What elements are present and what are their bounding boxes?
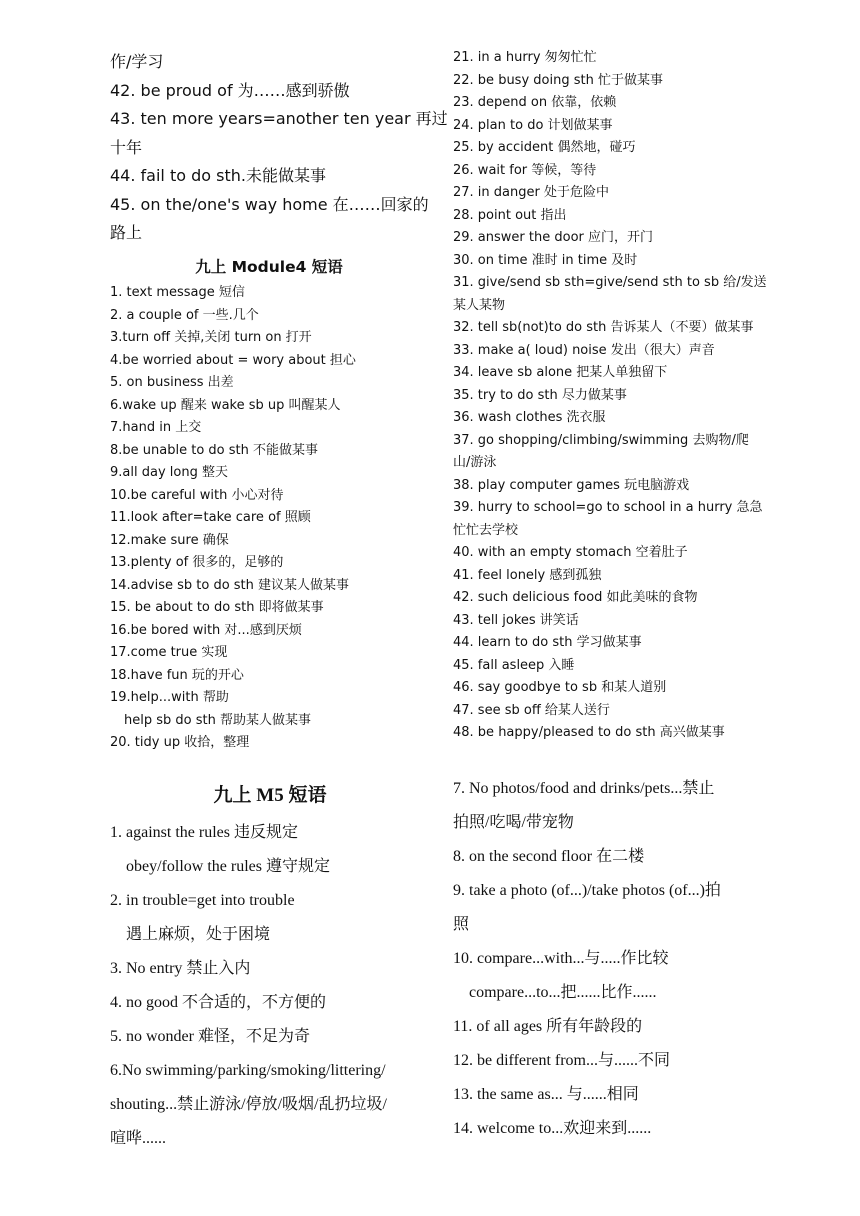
list-item: 3.turn off 关掉,关闭 turn on 打开 [110, 330, 312, 345]
phrase-line: 42. be proud of 为……感到骄傲 [110, 80, 350, 100]
list-item-continuation: 拍照/吃喝/带宠物 [453, 814, 574, 831]
list-item: obey/follow the rules 遵守规定 [126, 858, 330, 875]
list-item: 27. in danger 处于危险中 [453, 185, 609, 200]
list-item: 14. welcome to...欢迎来到...... [453, 1120, 652, 1137]
list-item: 15. be about to do sth 即将做某事 [110, 600, 324, 615]
list-item: 48. be happy/pleased to do sth 高兴做某事 [453, 725, 725, 740]
list-item-continuation: shouting...禁止游泳/停放/吸烟/乱扔垃圾/ [110, 1096, 387, 1113]
list-item-continuation: 遇上麻烦，处于困境 [126, 926, 271, 943]
list-item: 8. on the second floor 在二楼 [453, 848, 645, 865]
phrase-line: 路上 [110, 223, 143, 242]
list-item: 26. wait for 等候，等待 [453, 162, 597, 178]
list-item: 40. with an empty stomach 空着肚子 [453, 545, 688, 560]
list-item: 6.No swimming/parking/smoking/littering/ [110, 1062, 386, 1079]
list-item: 34. leave sb alone 把某人单独留下 [453, 365, 668, 380]
list-item: 11. of all ages 所有年龄段的 [453, 1018, 643, 1035]
list-item: 9. take a photo (of...)/take photos (of...)拍 [453, 882, 721, 899]
list-item: 4.be worried about = wory about 担心 [110, 352, 356, 368]
list-item: 7. No photos/food and drinks/pets...禁止 [453, 780, 715, 797]
phrase-line: 44. fail to do sth.未能做某事 [110, 166, 326, 185]
list-item: help sb do sth 帮助某人做某事 [124, 712, 311, 728]
list-item: 39. hurry to school=go to school in a hurry 急急 [453, 500, 763, 515]
list-item: 25. by accident 偶然地，碰巧 [453, 140, 636, 155]
phrase-line: 十年 [110, 137, 143, 157]
list-item: 11.look after=take care of 照顾 [110, 510, 311, 525]
list-item: 29. answer the door 应门，开门 [453, 230, 653, 245]
module5-left-column [110, 776, 430, 1156]
list-item: 42. such delicious food 如此美味的食物 [453, 590, 698, 605]
list-item: 46. say goodbye to sb 和某人道别 [453, 680, 667, 695]
list-item: 10. compare...with...与.....作比较 [453, 950, 669, 967]
list-item: 44. learn to do sth 学习做某事 [453, 635, 642, 650]
list-item: 43. tell jokes 讲笑话 [453, 612, 579, 628]
list-item: 4. no good 不合适的，不方便的 [110, 994, 327, 1011]
module4-title: 九上 Module4 短语 [195, 258, 343, 276]
list-item: 36. wash clothes 洗衣服 [453, 410, 606, 425]
list-item: 5. on business 出差 [110, 375, 234, 390]
list-item: 18.have fun 玩的开心 [110, 667, 244, 683]
list-item: 12. be different from...与......不同 [453, 1052, 670, 1069]
list-item: 2. in trouble=get into trouble [110, 892, 295, 909]
list-item: 16.be bored with 对...感到厌烦 [110, 622, 302, 638]
list-item-continuation: 喧哗...... [110, 1130, 167, 1147]
phrase-line: 43. ten more years=another ten year 再过 [110, 109, 448, 128]
list-item: 22. be busy doing sth 忙于做某事 [453, 72, 663, 88]
list-item: 20. tidy up 收拾，整理 [110, 735, 250, 750]
list-item: 14.advise sb to do sth 建议某人做某事 [110, 577, 350, 593]
list-item: 23. depend on 依靠，依赖 [453, 95, 617, 110]
list-item: 12.make sure 确保 [110, 532, 229, 548]
list-item: 35. try to do sth 尽力做某事 [453, 387, 627, 403]
previous-phrases-block [110, 48, 448, 248]
list-item: 32. tell sb(not)to do sth 告诉某人（不要）做某事 [453, 320, 754, 335]
list-item: 30. on time 准时 in time 及时 [453, 252, 638, 268]
phrase-line: 作/学习 [110, 52, 164, 71]
list-item: 7.hand in 上交 [110, 420, 202, 435]
list-item: 31. give/send sb sth=give/send sth to sb 给/发送 [453, 275, 767, 290]
list-item: 3. No entry 禁止入内 [110, 960, 251, 977]
list-item: 1. text message 短信 [110, 285, 245, 300]
list-item-continuation: 山/游泳 [453, 455, 497, 470]
list-item: 41. feel lonely 感到孤独 [453, 567, 602, 583]
list-item: 45. fall asleep 入睡 [453, 657, 575, 673]
module4-left-column [110, 252, 428, 755]
list-item: 37. go shopping/climbing/swimming 去购物/爬 [453, 432, 749, 448]
module4-right-column [453, 47, 771, 745]
list-item: 47. see sb off 给某人送行 [453, 702, 610, 718]
list-item: 13.plenty of 很多的，足够的 [110, 555, 284, 570]
list-item: 5. no wonder 难怪，不足为奇 [110, 1028, 310, 1045]
list-item: 10.be careful with 小心对待 [110, 487, 284, 503]
module5-right-column [453, 772, 771, 1146]
list-item: 24. plan to do 计划做某事 [453, 117, 613, 133]
list-item-continuation: 照 [453, 916, 470, 933]
list-item: 33. make a( loud) noise 发出（很大）声音 [453, 342, 715, 358]
module5-title: 九上 M5 短语 [213, 785, 327, 806]
list-item: 28. point out 指出 [453, 207, 567, 223]
list-item: 8.be unable to do sth 不能做某事 [110, 442, 318, 458]
list-item: compare...to...把......比作...... [469, 984, 657, 1001]
list-item: 17.come true 实现 [110, 645, 228, 660]
phrase-line: 45. on the/one's way home 在……回家的 [110, 194, 429, 214]
list-item: 38. play computer games 玩电脑游戏 [453, 477, 690, 493]
list-item: 2. a couple of 一些.几个 [110, 307, 259, 323]
list-item-continuation: 某人某物 [453, 297, 506, 313]
list-item: 19.help...with 帮助 [110, 690, 229, 705]
list-item: 9.all day long 整天 [110, 465, 228, 480]
list-item: 6.wake up 醒来 wake sb up 叫醒某人 [110, 397, 341, 413]
list-item: 1. against the rules 违反规定 [110, 824, 298, 841]
list-item: 13. the same as... 与......相同 [453, 1086, 639, 1103]
list-item: 21. in a hurry 匆匆忙忙 [453, 50, 597, 65]
list-item-continuation: 忙忙去学校 [453, 522, 519, 538]
